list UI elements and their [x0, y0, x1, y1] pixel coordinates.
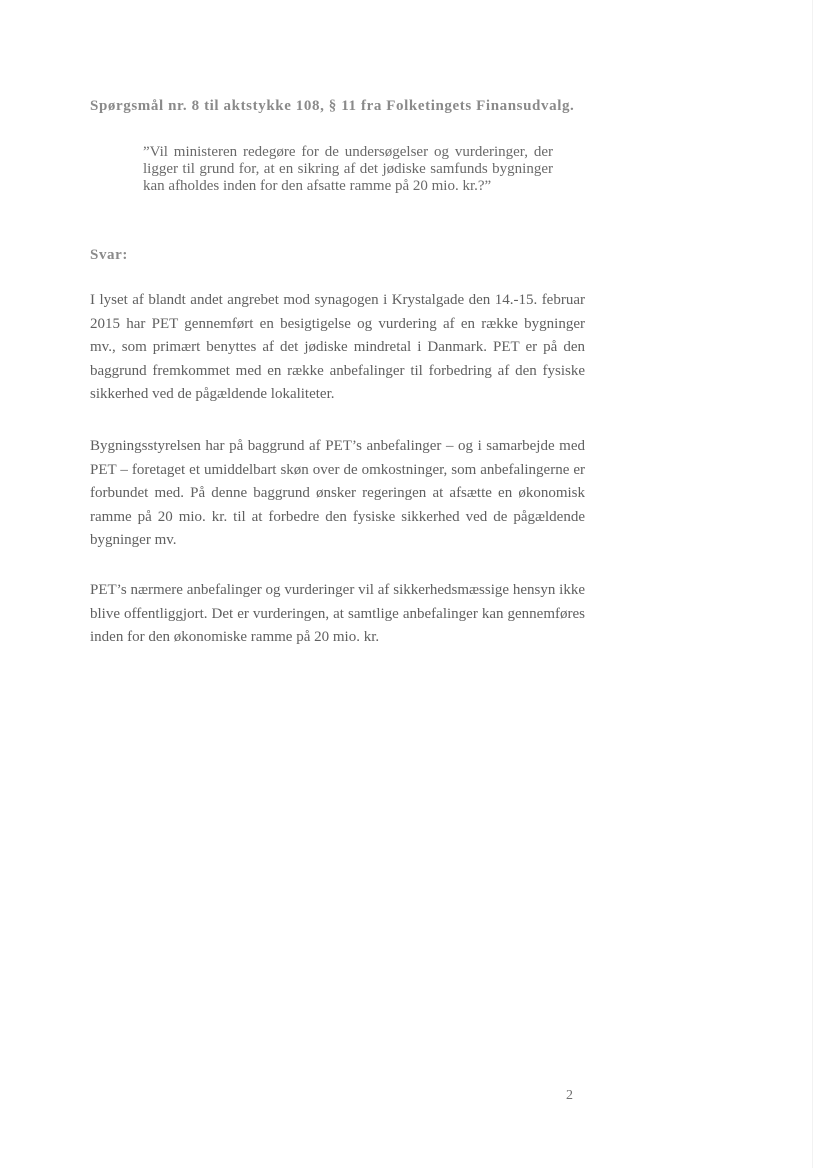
document-heading: Spørgsmål nr. 8 til aktstykke 108, § 11 fra Folketingets Finansudvalg. — [90, 98, 575, 114]
answer-label: Svar: — [90, 247, 128, 263]
answer-paragraph-1: I lyset af blandt andet angrebet mod synagogen i Krystalgade den 14.-15. februar 2015 har PET gennemført en besigtigelse og vurdering af en række bygninger mv., som primært benyttes af det jødiske mindretal i Danmark. PET er på den baggrund fremkommet med en række anbefalinger til forbedring af den fysiske sikkerhed ved de pågældende lokaliteter. — [90, 292, 585, 402]
question-quote: ”Vil ministeren redegøre for de undersøgelser og vurderinger, der ligger til grund for, at en sikring af det jødiske samfunds bygninger kan afholdes inden for den afsatte ramme på 20 mio. kr.?” — [143, 144, 553, 194]
scan-edge-line — [812, 0, 813, 1168]
answer-paragraph-3: PET’s nærmere anbefalinger og vurderinger vil af sikkerhedsmæssige hensyn ikke blive offentliggjort. Det er vurderingen, at samtlige anbefalinger kan gennemføres inden for den økonomiske ramme på 20 mio. kr. — [90, 582, 585, 645]
answer-paragraph-2: Bygningsstyrelsen har på baggrund af PET’s anbefalinger – og i samarbejde med PET – foretaget et umiddelbart skøn over de omkostninger, som anbefalingerne er forbundet med. På denne baggrund ønsker regeringen at afsætte en økonomisk ramme på 20 mio. kr. til at forbedre den fysiske sikkerhed ved de pågældende bygninger mv. — [90, 438, 585, 548]
page-number: 2 — [566, 1088, 573, 1103]
